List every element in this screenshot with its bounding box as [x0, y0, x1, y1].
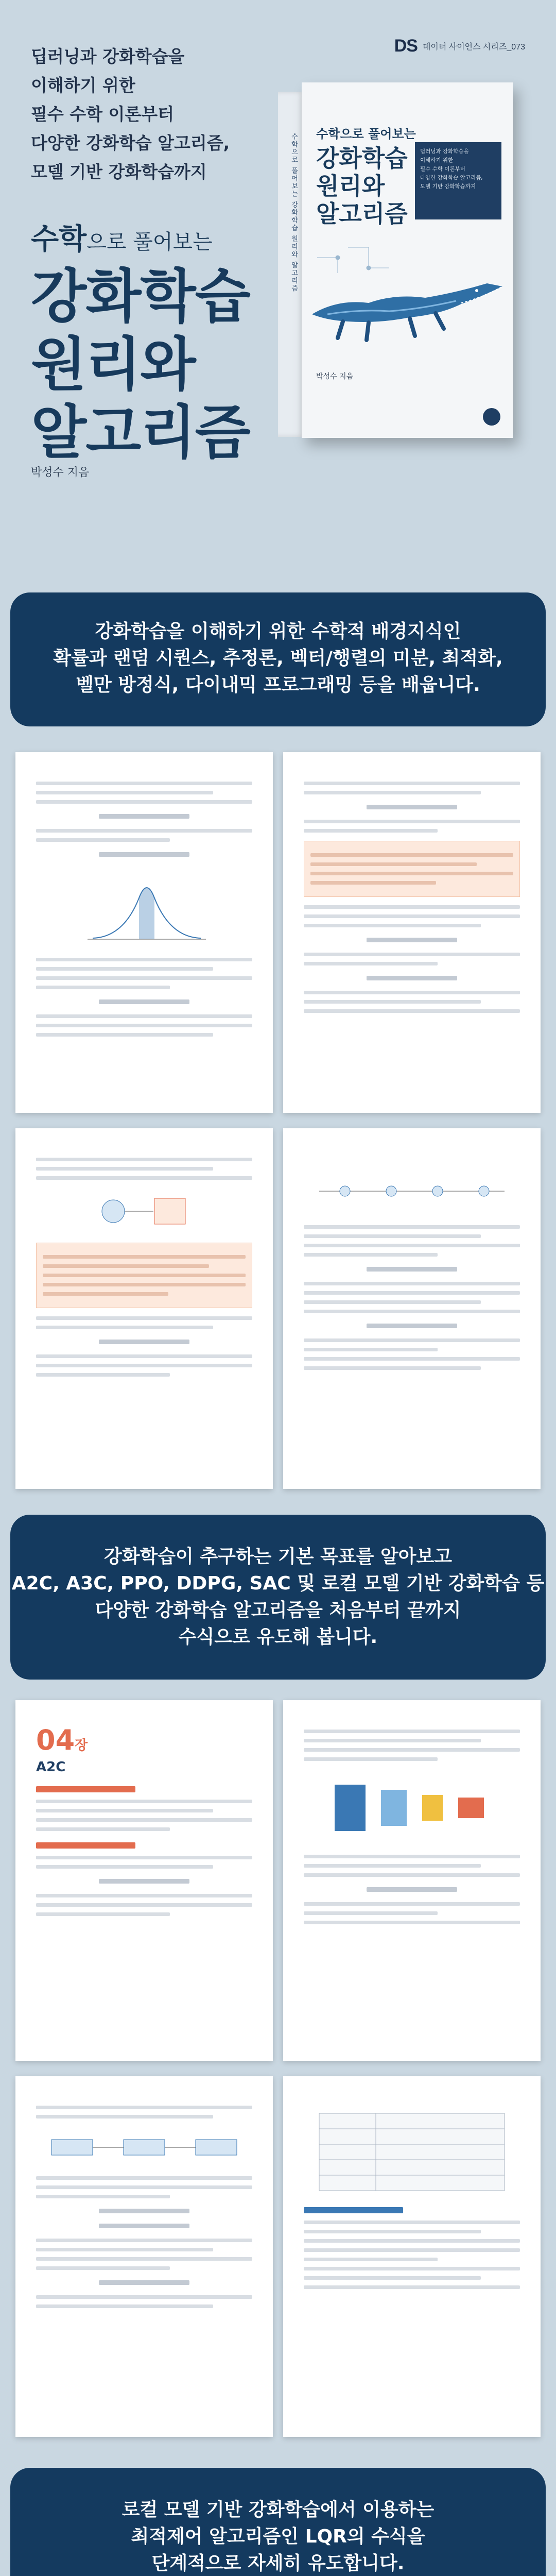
tagline-line: 다양한 강화학습 알고리즘,	[31, 133, 230, 153]
block-diagram-figure	[93, 1188, 196, 1234]
cover-blurb-line: 딥러닝과 강화학습을	[420, 148, 469, 155]
sample-page	[283, 1128, 541, 1489]
hero-section	[0, 0, 556, 567]
hero-author: 박성수 지음	[31, 466, 90, 479]
crocodile-illustration	[307, 237, 508, 361]
note-box	[36, 1243, 252, 1308]
series-logo	[394, 36, 525, 56]
banner-line: 확률과 랜덤 시퀀스, 추정론, 벡터/행렬의 미분, 최적화,	[53, 648, 503, 669]
chapter-title: A2C	[36, 1759, 66, 1775]
cover-title-line: 원리와	[316, 172, 385, 200]
distribution-figure	[77, 867, 211, 950]
banner-line: 최적제어 알고리즘인 LQR의 수식을	[131, 2526, 425, 2547]
hero-subtitle-rest: 으로 풀어보는	[86, 230, 213, 254]
banner-line: 수식으로 유도해 봅니다.	[178, 1626, 378, 1648]
note-box	[304, 841, 520, 897]
cover-blurb-line: 다양한 강화학습 알고리즘,	[420, 175, 483, 181]
banner-line: 강화학습이 추구하는 기본 목표를 알아보고	[103, 1546, 453, 1567]
banner-line: 벨만 방정식, 다이내믹 프로그래밍 등을 배웁니다.	[76, 674, 480, 696]
banner-line: A2C, A3C, PPO, DDPG, SAC 및 로컬 모델 기반 강화학습 등	[11, 1573, 545, 1594]
sample-page-chapter-opener	[15, 1700, 273, 2061]
cover-title-line: 알고리즘	[316, 200, 408, 228]
hero-subtitle	[31, 216, 213, 258]
banner-line: 단계적으로 자세히 유도합니다.	[151, 2553, 405, 2574]
cover-blurb-line: 이해하기 위한	[420, 157, 454, 163]
sample-page	[15, 752, 273, 1113]
cover-title	[316, 144, 408, 228]
sample-page	[283, 752, 541, 1113]
cover-blurb-line: 필수 수학 이론부터	[420, 166, 465, 172]
cover-author: 박성수 지음	[316, 372, 354, 381]
book-cover-image	[278, 82, 520, 443]
sample-page	[283, 2076, 541, 2437]
banner-line: 로컬 모델 기반 강화학습에서 이용하는	[121, 2499, 435, 2520]
cover-subtitle: 수학으로 풀어보는	[316, 127, 416, 141]
banner-line: 강화학습을 이해하기 위한 수학적 배경지식인	[95, 621, 461, 642]
hero-title-line: 원리와	[31, 331, 195, 398]
hero-title-line: 알고리즘	[31, 399, 250, 466]
sample-page	[15, 1128, 273, 1489]
pipeline-figure	[46, 2127, 242, 2168]
cover-blurb-box	[415, 142, 501, 219]
banner-line: 다양한 강화학습 알고리즘을 처음부터 끝까지	[95, 1600, 461, 1621]
hero-tagline	[31, 42, 257, 187]
sample-page	[283, 1700, 541, 2061]
chapter-number-value: 04	[36, 1724, 75, 1756]
tagline-line: 이해하기 위한	[31, 75, 135, 95]
tagline-line: 모델 기반 강화학습까지	[31, 162, 207, 182]
book-front-cover	[302, 82, 513, 438]
cover-blurb-line: 모델 기반 강화학습까지	[420, 183, 476, 190]
hero-subtitle-main: 수학	[31, 223, 87, 256]
hero-title	[31, 263, 250, 467]
chapter-number-suffix: 장	[75, 1738, 88, 1753]
sample-page	[15, 2076, 273, 2437]
chapter-number	[36, 1724, 252, 1756]
section-banner-1	[10, 592, 546, 726]
network-figure	[324, 1769, 499, 1846]
book-spine-title: 수학으로 풀어보는 강화학습 원리와 알고리즘	[290, 133, 298, 293]
publisher-logo-icon	[483, 408, 500, 426]
book-spine	[278, 92, 305, 437]
section-banner-3	[10, 2468, 546, 2576]
table-figure	[314, 2108, 510, 2196]
hero-title-line: 강화학습	[31, 263, 250, 330]
series-logo-mark: DS	[394, 36, 418, 56]
cover-title-line: 강화학습	[316, 144, 408, 172]
section-banner-2	[10, 1515, 546, 1680]
tagline-line: 필수 수학 이론부터	[31, 104, 175, 124]
tagline-line: 딥러닝과 강화학습을	[31, 46, 185, 66]
series-label: 데이터 사이언스 시리즈_073	[422, 43, 525, 52]
sequence-figure	[314, 1160, 510, 1217]
